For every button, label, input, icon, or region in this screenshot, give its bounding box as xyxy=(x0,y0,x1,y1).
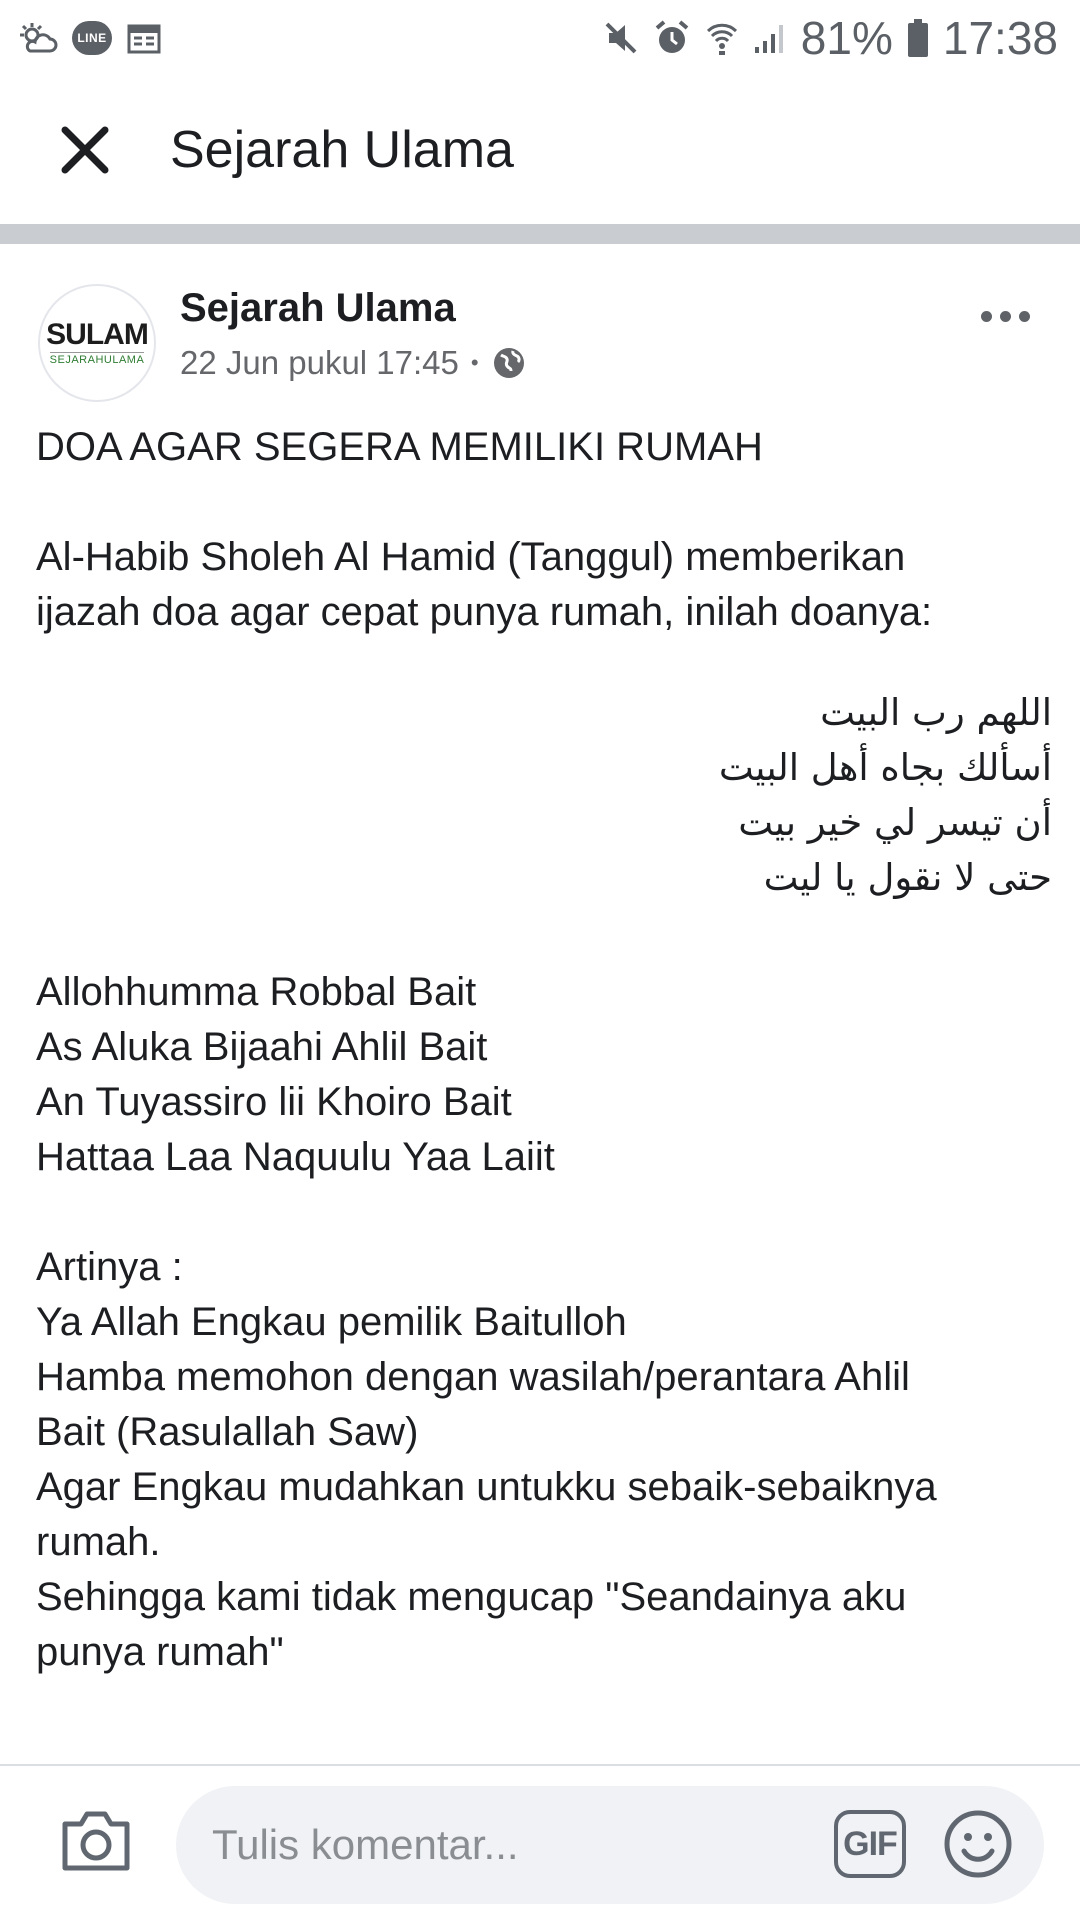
battery-percent: 81% xyxy=(800,12,893,64)
avatar[interactable] xyxy=(38,284,156,402)
mute-icon xyxy=(603,20,639,56)
post-title: DOA AGAR SEGERA MEMILIKI RUMAH xyxy=(36,425,763,469)
status-right-icons xyxy=(603,11,1058,65)
close-button[interactable] xyxy=(0,76,170,224)
avatar-logo-text: SULAM xyxy=(46,317,148,351)
intro-line: Al-Habib Sholeh Al Hamid (Tanggul) memberikan xyxy=(36,535,906,579)
clock: 17:38 xyxy=(942,12,1058,64)
meaning-label: Artinya : xyxy=(36,1245,183,1289)
meaning-line: Bait (Rasulallah Saw) xyxy=(36,1410,419,1454)
alarm-icon xyxy=(653,19,691,57)
latin-line: An Tuyassiro lii Khoiro Bait xyxy=(36,1080,512,1124)
emoji-icon xyxy=(943,1809,1013,1879)
header-divider xyxy=(0,224,1080,244)
avatar-logo-subtext: SEJARAHULAMA xyxy=(49,353,145,366)
comment-bar xyxy=(0,1764,1080,1920)
post-meta xyxy=(180,344,527,382)
arabic-line: اللهم رب البيت xyxy=(820,691,1052,734)
meaning-line: Hamba memohon dengan wasilah/perantara Ahlil xyxy=(36,1355,910,1399)
camera-button[interactable] xyxy=(58,1806,134,1876)
meta-separator: • xyxy=(470,350,479,375)
globe-icon xyxy=(491,345,527,381)
latin-line: Hattaa Laa Naquulu Yaa Laiit xyxy=(36,1135,555,1179)
meaning-line: Ya Allah Engkau pemilik Baitulloh xyxy=(36,1300,627,1344)
app-header xyxy=(0,76,1080,224)
post-header xyxy=(0,244,1080,420)
arabic-line: حتى لا نقول يا ليت xyxy=(763,856,1052,899)
arabic-line: أن تيسر لي خير بيت xyxy=(738,801,1052,844)
status-left-icons xyxy=(18,21,162,55)
calendar-icon xyxy=(126,21,162,55)
wifi-icon xyxy=(705,19,739,57)
intro-line: ijazah doa agar cepat punya rumah, inilah doanya: xyxy=(36,590,933,634)
arabic-prayer xyxy=(36,685,1052,905)
meaning-line: rumah. xyxy=(36,1520,161,1564)
latin-line: As Aluka Bijaahi Ahlil Bait xyxy=(36,1025,488,1069)
latin-line: Allohhumma Robbal Bait xyxy=(36,970,477,1014)
more-dot-icon xyxy=(1019,311,1030,322)
battery-icon xyxy=(907,18,929,58)
line-app-icon: LINE xyxy=(72,21,112,55)
page-name-link[interactable]: Sejarah Ulama xyxy=(180,286,456,330)
comment-input[interactable] xyxy=(176,1786,1044,1904)
page-title: Sejarah Ulama xyxy=(170,121,514,179)
post-card xyxy=(0,244,1080,1764)
camera-icon xyxy=(59,1808,133,1874)
post-timestamp[interactable]: 22 Jun pukul 17:45 xyxy=(180,344,459,381)
sun-cloud-icon xyxy=(18,21,58,55)
meaning-line: punya rumah" xyxy=(36,1630,284,1674)
arabic-line: أسألك بجاه أهل البيت xyxy=(718,746,1052,789)
more-dot-icon xyxy=(1000,311,1011,322)
more-dot-icon xyxy=(981,311,992,322)
emoji-button[interactable] xyxy=(942,1808,1014,1880)
meaning-line: Sehingga kami tidak mengucap "Seandainya aku xyxy=(36,1575,907,1619)
meaning-line: Agar Engkau mudahkan untukku sebaik-sebaiknya xyxy=(36,1465,937,1509)
gif-button[interactable]: GIF xyxy=(834,1810,906,1878)
signal-icon xyxy=(753,21,787,55)
more-options-button[interactable] xyxy=(970,296,1040,336)
close-icon xyxy=(61,126,109,174)
status-bar xyxy=(0,0,1080,76)
post-body xyxy=(0,420,1080,1680)
